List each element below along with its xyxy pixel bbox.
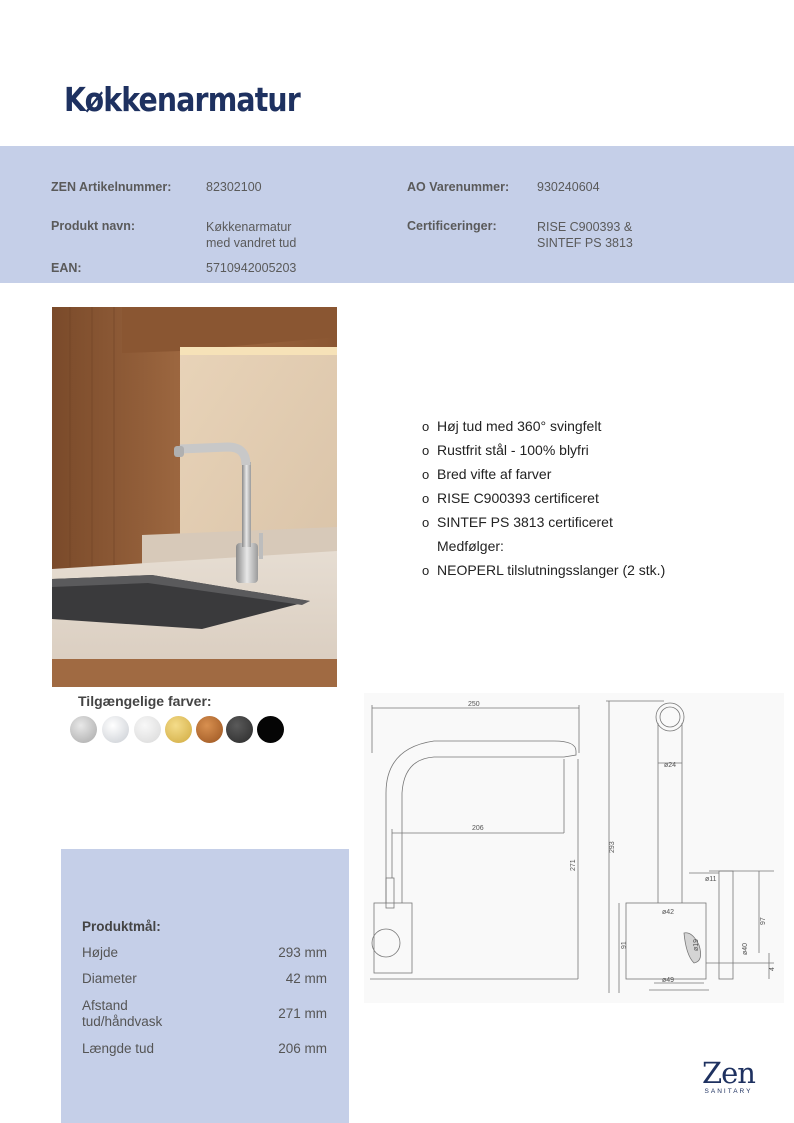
certifications-line1: RISE C900393 & [537,220,633,234]
technical-drawing [364,693,784,1003]
list-item [422,415,665,439]
dim-label-4: 4 [769,967,776,971]
color-swatch-copper[interactable] [196,716,223,743]
list-item [422,535,665,559]
ean-value: 5710942005203 [206,261,297,275]
logo-wordmark: Zen [702,1056,755,1090]
dim-label-91: 91 [621,941,628,949]
dim-label-d49: ø49 [662,977,675,984]
available-colors-label: Tilgængelige farver: [78,693,212,709]
dimensions-title: Produktmål: [82,919,161,934]
dimension-value-diameter: 42 mm [285,971,327,986]
list-item [422,463,665,487]
color-swatch-chrome[interactable] [102,716,129,743]
feature-text: RISE C900393 certificeret [437,490,599,506]
dim-label-d11: ø11 [705,876,717,883]
certifications-line2: SINTEF PS 3813 [537,236,633,250]
dim-label-97: 97 [760,917,767,925]
bullet-icon: o [422,443,430,458]
bullet-icon: o [422,419,430,434]
dim-label-d40: ø40 [742,942,749,955]
bullet-icon: o [422,491,430,506]
ao-number-label: AO Varenummer: [407,180,510,194]
product-info-band [0,146,794,283]
logo-tagline: SANITARY [704,1088,753,1095]
feature-text: Høj tud med 360° svingfelt [437,418,602,434]
product-name-line1: Køkkenarmatur [206,220,292,234]
product-name-label: Produkt navn: [51,219,136,233]
dim-label-206: 206 [472,825,484,832]
feature-text: SINTEF PS 3813 certificeret [437,514,613,530]
dimension-label-distance-line1: Afstand [82,998,128,1013]
list-item [422,511,665,535]
product-dimensions-box [61,849,349,1123]
zen-article-label: ZEN Artikelnummer: [51,180,172,194]
zen-article-value: 82302100 [206,180,262,194]
bullet-icon: o [422,515,430,530]
dimension-value-spout-length: 206 mm [278,1041,327,1056]
dimension-value-height: 293 mm [278,945,327,960]
color-swatch-white[interactable] [134,716,161,743]
bullet-icon: o [422,563,430,578]
zen-sanitary-logo [702,1058,755,1095]
dimension-label-diameter: Diameter [82,971,137,986]
dim-label-d19: ø19 [693,938,700,951]
ao-number-value: 930240604 [537,180,600,194]
feature-list [422,415,665,583]
color-swatch-black[interactable] [257,716,284,743]
feature-text: Bred vifte af farver [437,466,552,482]
bullet-icon: o [422,467,430,482]
list-item [422,487,665,511]
product-name-line2: med vandret tud [206,236,297,250]
ean-label: EAN: [51,261,82,275]
color-swatch-gunmetal[interactable] [226,716,253,743]
dim-label-d24: ø24 [664,762,677,769]
page-title: Køkkenarmatur [64,80,300,119]
list-item [422,439,665,463]
color-swatch-brushed-steel[interactable] [70,716,97,743]
dim-label-d42: ø42 [662,909,675,916]
dimension-label-distance-line2: tud/håndvask [82,1014,163,1029]
dimension-label-spout-length: Længde tud [82,1041,155,1056]
feature-text: Medfølger: [437,538,504,554]
feature-text: Rustfrit stål - 100% blyfri [437,442,589,458]
dim-label-250: 250 [468,701,480,708]
dim-label-293: 293 [609,841,616,853]
product-photo [52,307,337,687]
certifications-label: Certificeringer: [407,219,497,233]
dim-label-271: 271 [570,859,577,871]
list-item [422,559,665,583]
feature-text: NEOPERL tilslutningsslanger (2 stk.) [437,562,666,578]
dimension-label-height: Højde [82,945,119,960]
dimension-value-distance: 271 mm [278,1006,327,1021]
color-swatch-brushed-gold[interactable] [165,716,192,743]
